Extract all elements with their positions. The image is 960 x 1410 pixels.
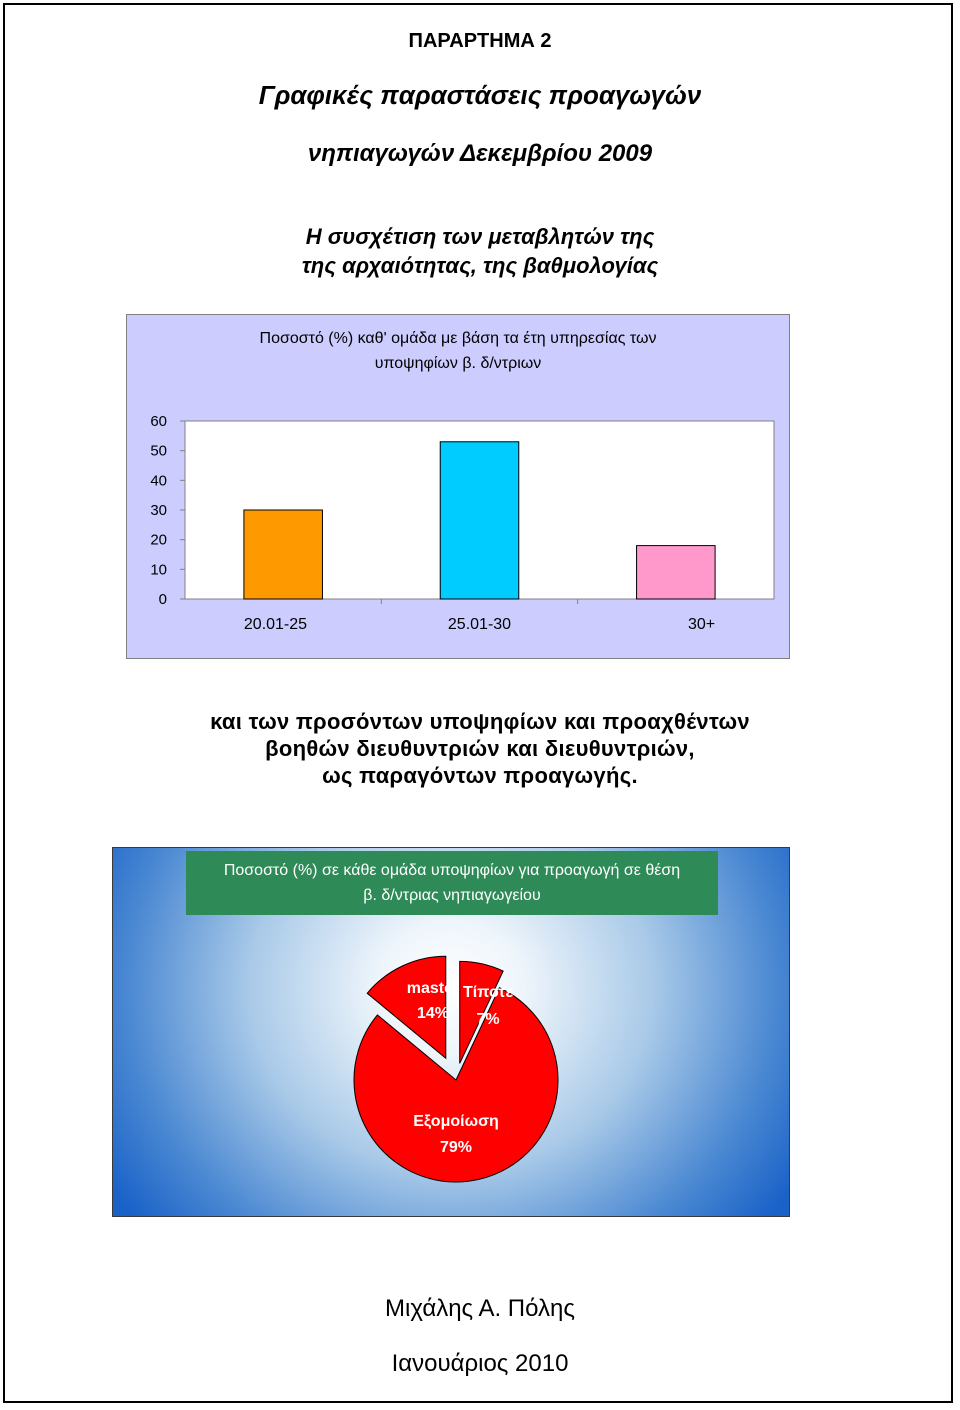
pie-slice-percent: 7% [476, 1011, 500, 1028]
bar-chart-plot [150, 413, 774, 633]
bar-30+ [637, 546, 716, 599]
intro-line-1: Η συσχέτιση των μεταβλητών της [305, 224, 655, 249]
x-category-label: 20.01-25 [243, 616, 308, 633]
x-category-label: 25.01-30 [447, 616, 512, 633]
pie-chart-title-line-2: β. δ/ντριας νηπιαγωγείου [363, 887, 541, 904]
title-line-1: Γραφικές παραστάσεις προαγωγών [258, 80, 702, 110]
pie-slice-label: master [406, 980, 460, 997]
publication-date: Ιανουάριος 2010 [391, 1350, 569, 1377]
middle-line-3: ως παραγόντων προαγωγής. [322, 763, 638, 788]
bar-20.01-25 [244, 510, 323, 599]
pie-slice-label: Τίποτε [462, 984, 514, 1001]
pie-chart [113, 848, 789, 1216]
intro-line-2: της αρχαιότητας, της βαθμολογίας [301, 253, 659, 278]
y-tick-label: 20 [150, 531, 167, 549]
intro-text [0, 222, 960, 280]
bar-chart [127, 315, 789, 658]
pie-slice-percent: 14% [416, 1005, 450, 1022]
middle-text [0, 708, 960, 789]
pie-slice-label: Εξομοίωση [413, 1113, 499, 1130]
middle-line-2: βοηθών διευθυντριών και διευθυντριών, [265, 736, 695, 761]
bar-25.01-30 [440, 442, 519, 599]
y-tick-label: 60 [150, 413, 167, 430]
bar-chart-title-line-2: υποψηφίων β. δ/ντριων [374, 355, 542, 372]
appendix-label: ΠΑΡΑΡΤΗΜΑ 2 [408, 30, 552, 52]
pie-chart-title-line-1: Ποσοστό (%) σε κάθε ομάδα υποψηφίων για προαγωγή σε θέση [223, 862, 681, 879]
author-name: Μιχάλης Α. Πόλης [385, 1295, 575, 1322]
middle-line-1: και των προσόντων υποψηφίων και προαχθέντων [210, 709, 750, 734]
y-tick-label: 40 [150, 472, 167, 490]
bar-chart-title-line-1: Ποσοστό (%) καθ' ομάδα με βάση τα έτη υπηρεσίας των [259, 330, 657, 347]
y-tick-label: 10 [150, 561, 167, 579]
y-tick-label: 30 [150, 502, 167, 519]
pie-chart-panel [112, 847, 790, 1217]
title-line-2: νηπιαγωγών Δεκεμβρίου 2009 [307, 140, 653, 167]
bar-chart-panel [126, 314, 790, 659]
y-tick-label: 50 [150, 442, 167, 460]
x-category-label: 30+ [687, 616, 716, 633]
y-tick-label: 0 [158, 591, 167, 608]
pie-slice-percent: 79% [439, 1139, 473, 1156]
